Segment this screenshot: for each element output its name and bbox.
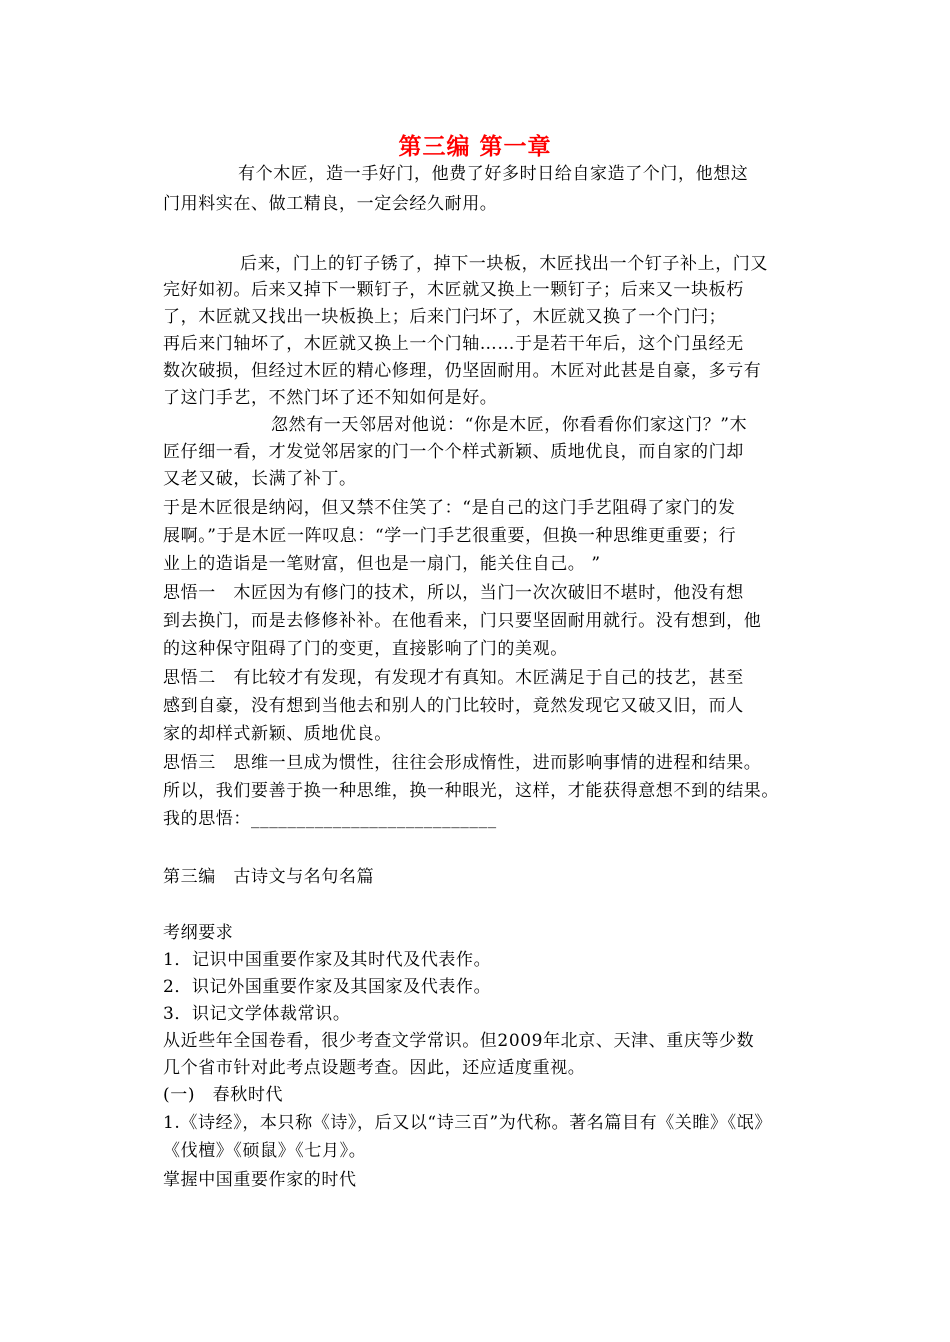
paragraph-line: 所以，我们要善于换一种思维，换一种眼光，这样，才能获得意想不到的结果。 (163, 781, 779, 801)
paragraph-line: 展啊。”于是木匠一阵叹息：“学一门手艺很重要，但换一种思维更重要；行 (163, 526, 737, 546)
paragraph-line: 了，木匠就又找出一块板换上；后来门闩坏了，木匠就又换了一个门闩； (163, 307, 727, 327)
paragraph-line: 家的却样式新颖、质地优良。 (163, 724, 392, 744)
list-item: 3．识记文学体裁常识。 (163, 1004, 351, 1024)
paragraph-line: 于是木匠很是纳闷，但又禁不住笑了：“是自己的这门手艺阻碍了家门的发 (163, 498, 736, 518)
paragraph-line: 到去换门，而是去修修补补。在他看来，门只要坚固耐用就行。没有想到，他 (163, 611, 762, 631)
paragraph-line: 思悟一 木匠因为有修门的技术，所以，当门一次次破旧不堪时，他没有想 (163, 583, 744, 603)
paragraph-line: 的这种保守阻碍了门的变更，直接影响了门的美观。 (163, 639, 568, 659)
paragraph-line: 有个木匠，造一手好门，他费了好多时日给自家造了个门，他想这 (238, 164, 749, 184)
paragraph-line: 门用料实在、做工精良，一定会经久耐用。 (163, 194, 498, 214)
paragraph-line: 了这门手艺，不然门坏了还不知如何是好。 (163, 388, 498, 408)
section-heading: 第三编 古诗文与名句名篇 (163, 867, 375, 887)
list-item: 2．识记外国重要作家及其国家及代表作。 (163, 977, 492, 997)
subsection-heading: (一) 春秋时代 (163, 1085, 284, 1105)
paragraph-line: 思悟二 有比较才有发现，有发现才有真知。木匠满足于自己的技艺，甚至 (163, 668, 744, 688)
paragraph-line: 掌握中国重要作家的时代 (163, 1170, 357, 1190)
page-title: 第三编 第一章 (398, 134, 552, 160)
paragraph-line: 从近些年全国卷看，很少考查文学常识。但2009年北京、天津、重庆等少数 (163, 1031, 755, 1051)
paragraph-line: 后来，门上的钉子锈了，掉下一块板，木匠找出一个钉子补上，门又 (240, 254, 768, 274)
paragraph-line: 《伐檀》《硕鼠》《七月》。 (163, 1141, 367, 1161)
paragraph-line: 又老又破，长满了补丁。 (163, 469, 357, 489)
paragraph-line: 忽然有一天邻居对他说：“你是木匠，你看看你们家这门？”木 (271, 415, 748, 435)
paragraph-line: 再后来门轴坏了，木匠就又换上一个门轴……于是若干年后，这个门虽经无 (163, 334, 744, 354)
paragraph-line: 完好如初。后来又掉下一颗钉子，木匠就又换上一颗钉子；后来又一块板朽 (163, 280, 744, 300)
paragraph-line: 数次破损，但经过木匠的精心修理，仍坚固耐用。木匠对此甚是自豪，多亏有 (163, 361, 762, 381)
list-item: 1．记识中国重要作家及其时代及代表作。 (163, 950, 492, 970)
paragraph-line: 感到自豪，没有想到当他去和别人的门比较时，竟然发现它又破又旧，而人 (163, 696, 744, 716)
paragraph-line: 思悟三 思维一旦成为惯性，往往会形成惰性，进而影响事情的进程和结果。 (163, 753, 762, 773)
subsection-heading: 考纲要求 (163, 923, 234, 943)
paragraph-line: 匠仔细一看，才发觉邻居家的门一个个样式新颖、质地优良，而自家的门却 (163, 442, 744, 462)
fill-in-line: 我的思悟：___________________________ (163, 809, 497, 829)
paragraph-line: 业上的造诣是一笔财富，但也是一扇门，能关住自己。 ” (163, 554, 601, 574)
paragraph-line: 几个省市针对此考点设题考查。因此，还应适度重视。 (163, 1058, 586, 1078)
paragraph-line: 1.《诗经》，本只称《诗》，后又以“诗三百”为代称。著名篇目有《关睢》《氓》 (163, 1113, 772, 1133)
